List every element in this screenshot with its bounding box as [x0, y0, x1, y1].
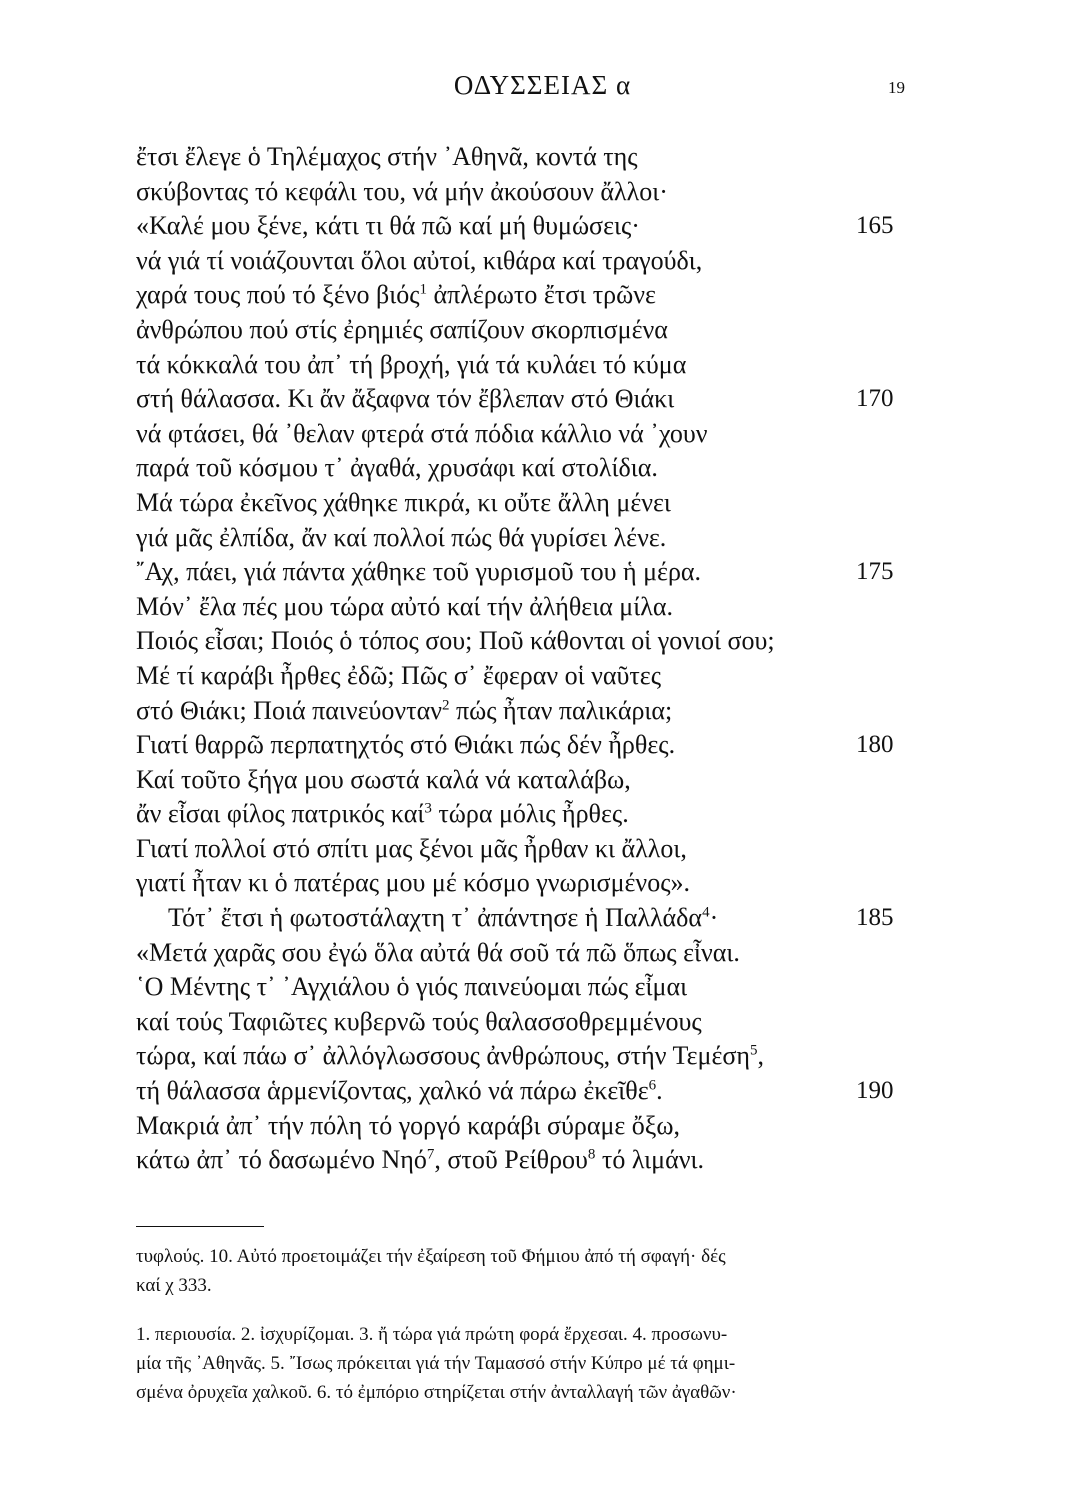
verse-segment: Καί τοῦτο ξήγα μου σωστά καλά νά καταλάβω,	[136, 764, 631, 794]
verse-segment: .	[656, 1076, 663, 1106]
footnote-line: μία τῆς ᾿Αθηνᾶς. 5. ῎Ισως πρόκειται γιά τήν Ταμασσό στήν Κύπρο μέ τά φημι-	[136, 1353, 736, 1374]
verse-segment: Μόν᾿ ἔλα πές μου τώρα αὐτό καί τήν ἀλήθεια μίλα.	[136, 591, 673, 621]
verse-segment: Τότ᾿ ἔτσι ἡ φωτοστάλαχτη τ᾿ ἀπάντησε ἡ Παλλάδα	[168, 903, 703, 933]
verse-text	[136, 175, 668, 210]
verse-line	[0, 728, 1085, 763]
verse-line	[0, 1109, 1085, 1144]
footnote-line: 1. περιουσία. 2. ἰσχυρίζομαι. 3. ἤ τώρα γιά πρώτη φορά ἔρχεσαι. 4. προσωνυ-	[136, 1324, 728, 1345]
footnote-marker: 8	[587, 1146, 596, 1163]
page-number: 19	[888, 78, 905, 97]
verse-line	[0, 175, 1085, 210]
verse-text	[136, 417, 708, 452]
verse-segment: χαρά τους πού τό ξένο βιός	[136, 280, 420, 310]
verse-segment: ·	[709, 903, 719, 933]
footnote-marker: 6	[648, 1077, 657, 1094]
verse-text	[136, 659, 661, 694]
verse-line	[0, 624, 1085, 659]
verse-line	[0, 866, 1085, 901]
verse-segment: τά κόκκαλά του ἀπ᾿ τή βροχή, γιά τά κυλάει τό κύμα	[136, 349, 687, 379]
verse-segment: Γιατί θαρρῶ περπατηχτός στό Θιάκι πώς δέν ἦρθες.	[136, 730, 676, 760]
verse-segment: κάτω ἀπ᾿ τό δασωμένο Νηό	[136, 1145, 427, 1175]
verse-line	[0, 694, 1085, 729]
verse-text	[136, 590, 673, 625]
verse-text	[136, 451, 658, 486]
verse-segment: σκύβοντας τό κεφάλι του, νά μήν ἀκούσουν ἄλλοι·	[136, 176, 668, 206]
verse-line	[0, 382, 1085, 417]
verse-text	[168, 901, 718, 936]
verse-segment: ,	[757, 1041, 764, 1071]
glossary-footnotes	[136, 1320, 936, 1407]
footnote-marker: 4	[702, 904, 710, 921]
footnote-line: σμένα ὀρυχεῖα χαλκοῦ. 6. τό ἐμπόριο στηρίζεται στήν ἀνταλλαγή τῶν ἀγαθῶν·	[136, 1382, 737, 1403]
verse-segment: νά φτάσει, θά ᾿θελαν φτερά στά πόδια κάλλιο νά ᾿χουν	[136, 418, 708, 448]
footnote-line: καί χ 333.	[136, 1275, 212, 1296]
footnote-line: τυφλούς. 10. Αὐτό προετοιμάζει τήν ἐξαίρεση τοῦ Φήμιου ἀπό τή σφαγή· δές	[136, 1246, 726, 1267]
verse-segment: νά γιά τί νοιάζουνται ὅλοι αὐτοί, κιθάρα καί τραγούδι,	[136, 245, 703, 275]
verse-line	[0, 832, 1085, 867]
running-head	[0, 70, 1085, 106]
verse-line	[0, 486, 1085, 521]
footnote-rule	[136, 1226, 264, 1227]
line-number: 165	[856, 212, 894, 240]
verse-line	[0, 797, 1085, 832]
line-number: 175	[856, 558, 894, 586]
verse-text	[136, 936, 740, 971]
verse-text	[136, 832, 687, 867]
verse-line	[0, 1039, 1085, 1074]
verse-line	[0, 140, 1085, 175]
verse-segment: στό Θιάκι; Ποιά παινεύονταν	[136, 695, 442, 725]
verse-segment: «Μετά χαρᾶς σου ἐγώ ὅλα αὐτά θά σοῦ τά πῶ ὅπως εἶναι.	[136, 937, 740, 967]
verse-text	[136, 728, 675, 763]
verse-text	[136, 348, 686, 383]
verse-text	[136, 555, 701, 590]
line-number: 190	[856, 1077, 894, 1105]
verse-text	[136, 797, 629, 832]
verse-line	[0, 590, 1085, 625]
verse-segment: παρά τοῦ κόσμου τ᾿ ἀγαθά, χρυσάφι καί στολίδια.	[136, 453, 658, 483]
verse-text	[136, 278, 656, 313]
verse-line	[0, 278, 1085, 313]
verse-line	[0, 451, 1085, 486]
verse-line	[0, 1074, 1085, 1109]
footnote-marker: 3	[424, 800, 432, 817]
verse-line	[0, 1143, 1085, 1178]
verse-line	[0, 521, 1085, 556]
verse-text	[136, 763, 631, 798]
verse-text	[136, 313, 668, 348]
verse-segment: ἀπλέρωτο ἔτσι τρῶνε	[427, 280, 656, 310]
line-number: 185	[856, 904, 894, 932]
verse-segment: πώς ἦταν παλικάρια;	[449, 695, 673, 725]
verse-segment: γιατί ἦταν κι ὁ πατέρας μου μέ κόσμο γνωρισμένος».	[136, 868, 690, 898]
verse-segment: ῎Αχ, πάει, γιά πάντα χάθηκε τοῦ γυρισμοῦ του ἡ μέρα.	[136, 557, 702, 587]
commentary-footnotes	[136, 1242, 936, 1300]
verse-text	[136, 1005, 702, 1040]
line-number: 180	[856, 731, 894, 759]
footnote-marker: 7	[426, 1146, 435, 1163]
verse-segment: τό λιμάνι.	[595, 1145, 704, 1175]
verse-line	[0, 313, 1085, 348]
verse-text	[136, 1074, 663, 1109]
verse-segment: Μά τώρα ἐκεῖνος χάθηκε πικρά, κι οὔτε ἄλλη μένει	[136, 487, 671, 517]
verse-segment: , στοῦ Ρείθρου	[434, 1145, 588, 1175]
running-title: ΟΔΥΣΣΕΙΑΣ α	[453, 70, 632, 100]
verse-text	[136, 1143, 704, 1178]
verse-text	[136, 382, 674, 417]
verse-text	[136, 521, 666, 556]
verse-segment: ἀνθρώπου πού στίς ἐρημιές σαπίζουν σκορπισμένα	[136, 314, 668, 344]
verse-text	[136, 1109, 680, 1144]
verse-segment: «Καλέ μου ξένε, κάτι τι θά πῶ καί μή θυμώσεις·	[136, 211, 640, 241]
verse-segment: Μακριά ἀπ᾿ τήν πόλη τό γοργό καράβι σύραμε ὄξω,	[136, 1110, 681, 1140]
footnote-marker: 5	[749, 1042, 758, 1059]
verse-line	[0, 936, 1085, 971]
verse-text	[136, 140, 638, 175]
verse-segment: γιά μᾶς ἐλπίδα, ἄν καί πολλοί πώς θά γυρίσει λένε.	[136, 522, 667, 552]
verse-line	[0, 659, 1085, 694]
verse-line	[0, 555, 1085, 590]
verse-line	[0, 1005, 1085, 1040]
verse-line	[0, 901, 1085, 936]
verse-text	[136, 624, 775, 659]
line-number: 170	[856, 385, 894, 413]
verse-text	[136, 866, 690, 901]
verse-segment: ἄν εἶσαι φίλος πατρικός καί	[136, 799, 425, 829]
verse-segment: τώρα, καί πάω σ᾿ ἀλλόγλωσσους ἀνθρώπους, στήν Τεμέση	[136, 1041, 750, 1071]
poem-text	[0, 140, 1085, 1178]
verse-segment: ἔτσι ἔλεγε ὁ Τηλέμαχος στήν ᾿Αθηνᾶ, κοντά της	[136, 142, 638, 171]
verse-segment: τή θάλασσα ἁρμενίζοντας, χαλκό νά πάρω ἐκεῖθε	[136, 1076, 649, 1106]
verse-segment: τώρα μόλις ἦρθες.	[431, 799, 629, 829]
verse-segment: Μέ τί καράβι ἦρθες ἐδῶ; Πῶς σ᾿ ἔφεραν οἱ ναῦτες	[136, 660, 662, 690]
verse-line	[0, 763, 1085, 798]
verse-text	[136, 970, 687, 1005]
verse-line	[0, 348, 1085, 383]
verse-segment: καί τούς Ταφιῶτες κυβερνῶ τούς θαλασσοθρεμμένους	[136, 1006, 702, 1036]
footnote-marker: 2	[441, 696, 450, 713]
verse-text	[136, 694, 672, 729]
footnote-marker: 1	[419, 281, 428, 298]
verse-line	[0, 970, 1085, 1005]
verse-segment: Ποιός εἶσαι; Ποιός ὁ τόπος σου; Ποῦ κάθονται οἱ γονιοί σου;	[136, 626, 775, 656]
verse-line	[0, 244, 1085, 279]
verse-segment: ῾Ο Μέντης τ᾿ ᾿Αγχιάλου ὁ γιός παινεύομαι πώς εἶμαι	[136, 972, 688, 1002]
verse-segment: Γιατί πολλοί στό σπίτι μας ξένοι μᾶς ἦρθαν κι ἄλλοι,	[136, 833, 687, 863]
verse-text	[136, 486, 671, 521]
verse-segment: στή θάλασσα. Κι ἄν ἄξαφνα τόν ἔβλεπαν στό Θιάκι	[136, 384, 675, 414]
verse-line	[0, 209, 1085, 244]
verse-line	[0, 417, 1085, 452]
verse-text	[136, 244, 702, 279]
verse-text	[136, 1039, 764, 1074]
verse-text	[136, 209, 640, 244]
